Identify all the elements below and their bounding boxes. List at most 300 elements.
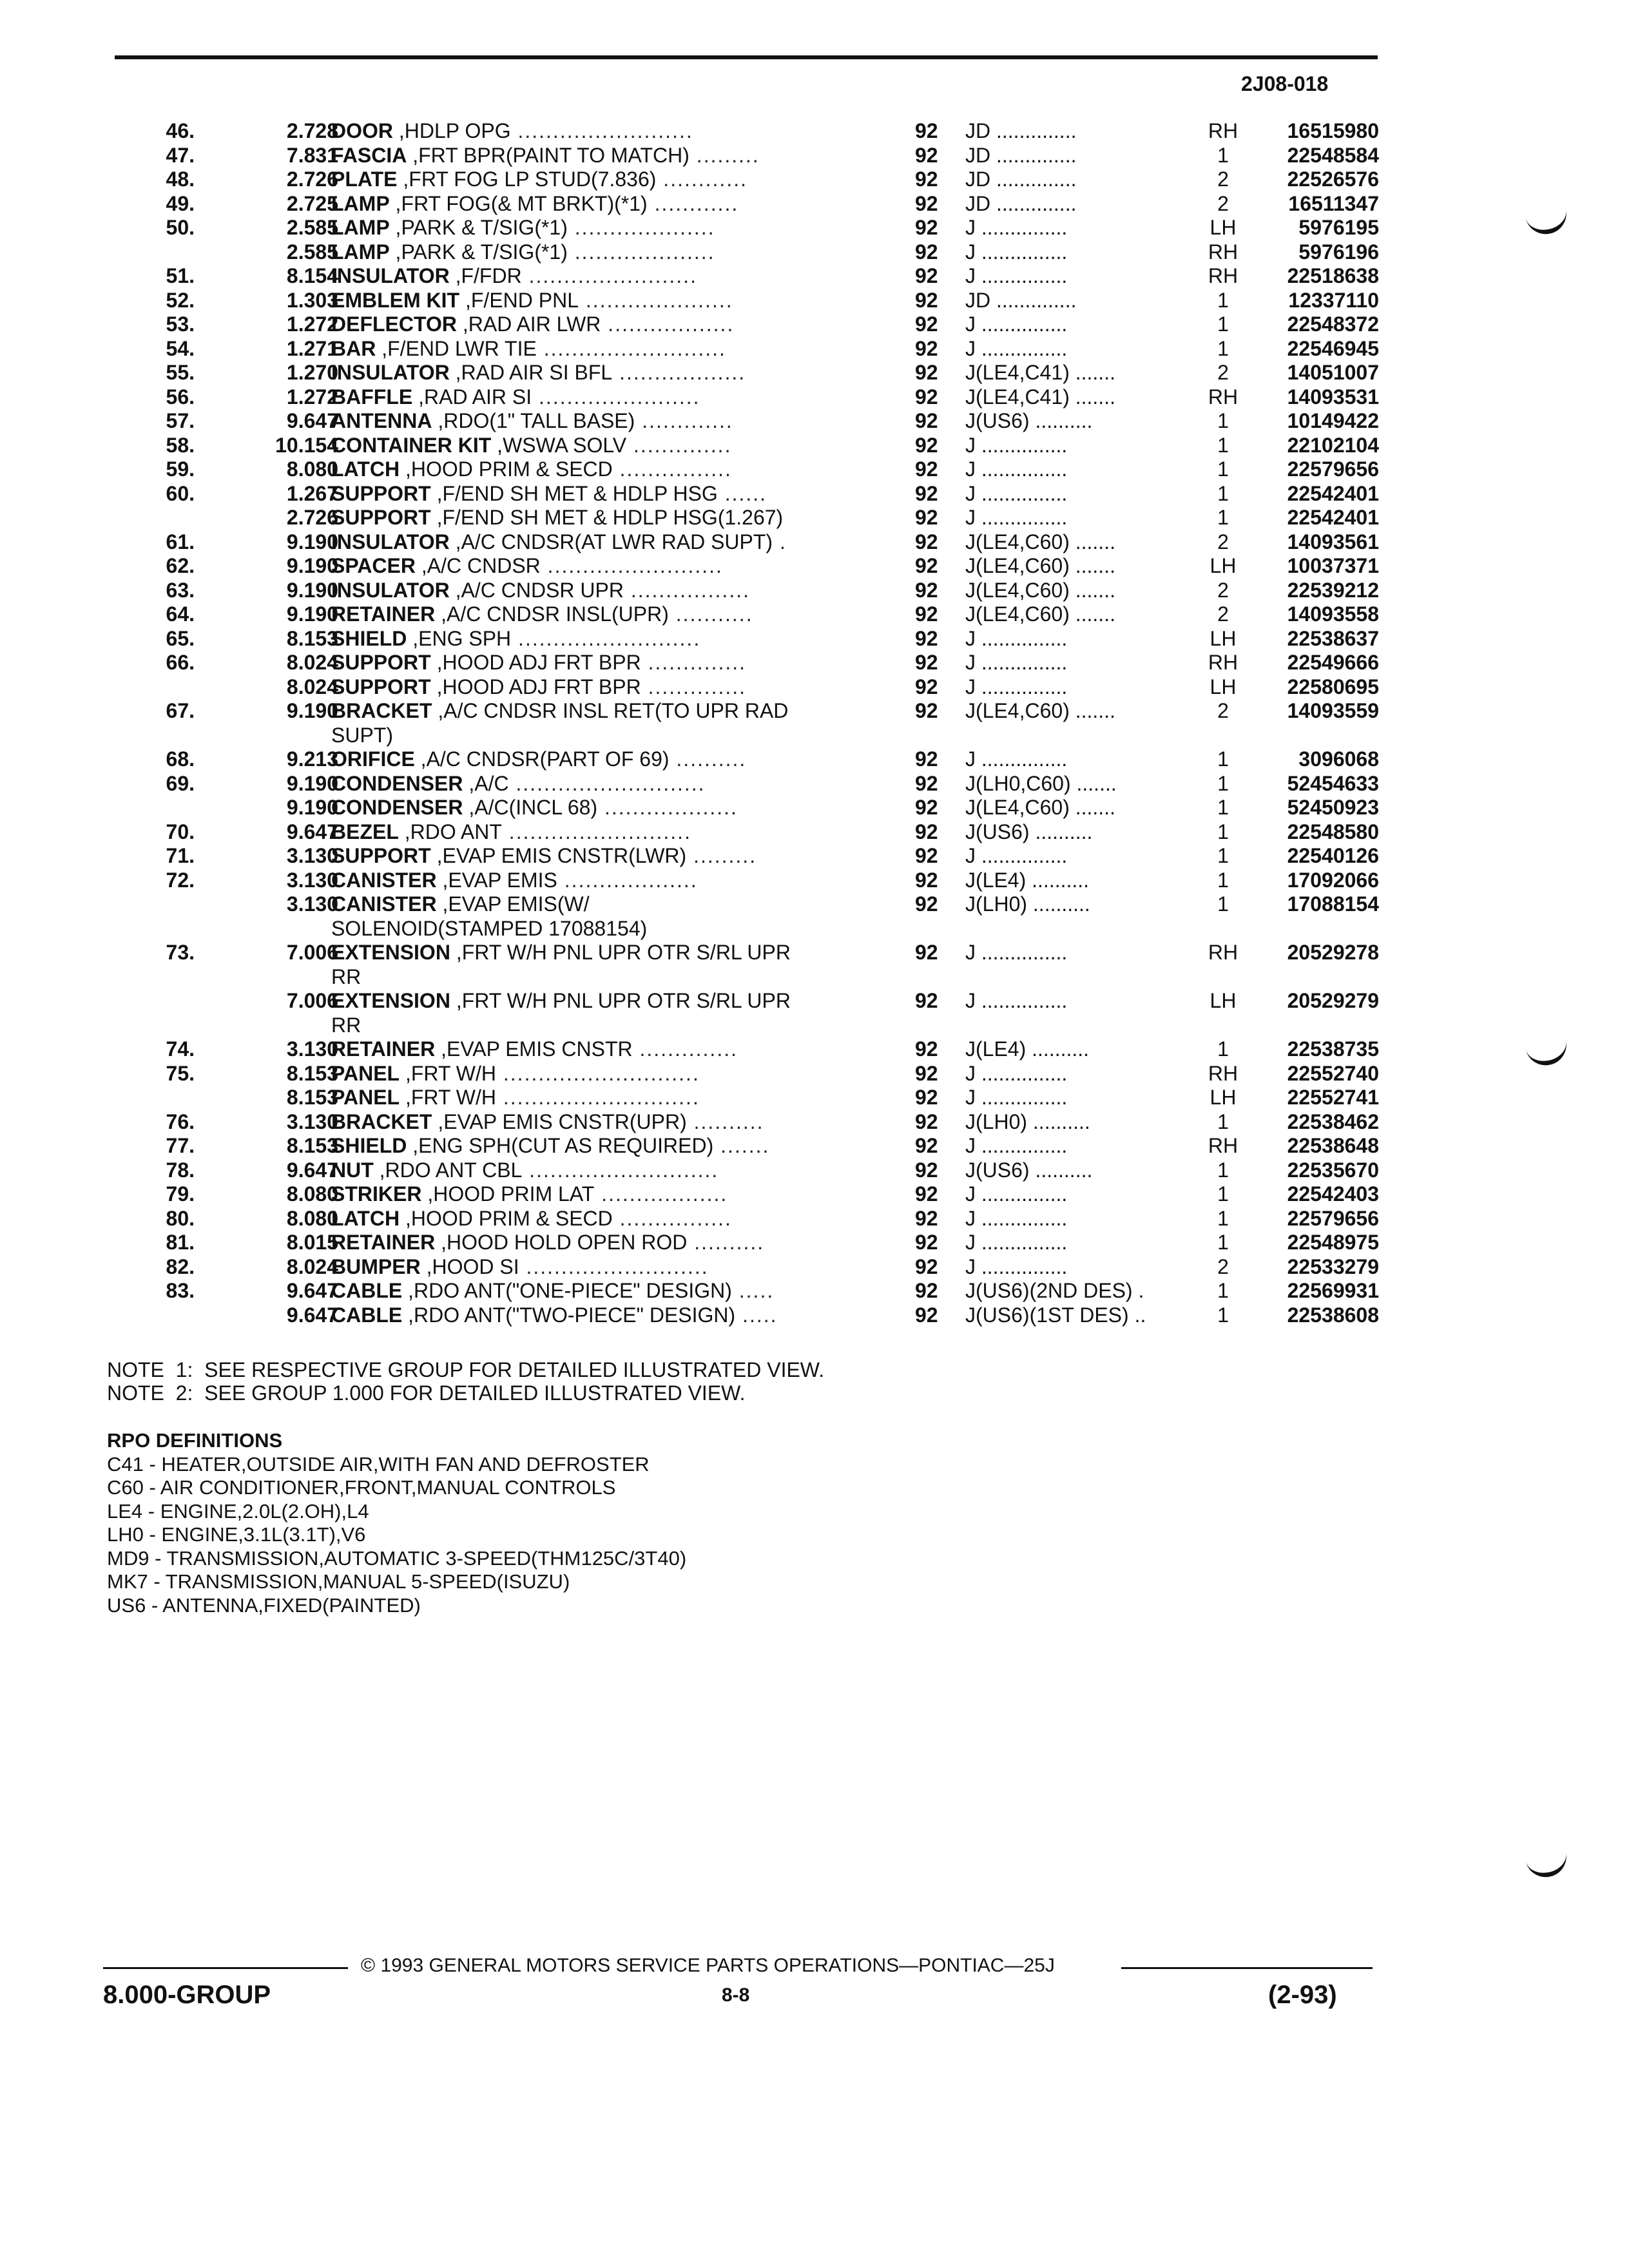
quantity: 2: [1217, 191, 1229, 215]
item-number: 83.: [166, 1279, 195, 1302]
leader-dots: .....: [731, 1279, 775, 1302]
item-number: 60.: [166, 481, 195, 505]
leader-dots: ....................: [567, 216, 715, 239]
part-name: BRACKET: [331, 1110, 432, 1133]
description: [331, 506, 982, 530]
part-number: 14093559: [1287, 699, 1379, 722]
description: [331, 747, 982, 772]
part-row: [116, 892, 1392, 917]
part-name: RETAINER: [331, 602, 436, 626]
quantity: RH: [1208, 1134, 1239, 1157]
part-detail: ,HOOD SI: [420, 1254, 519, 1278]
item-number: 71.: [166, 844, 195, 867]
leader-dots: ..............: [632, 1037, 738, 1061]
item-number: 61.: [166, 530, 195, 553]
quantity: RH: [1208, 651, 1239, 674]
part-row: [116, 216, 1392, 240]
leader-dots: ....................: [567, 240, 715, 264]
part-name: RETAINER: [331, 1037, 436, 1061]
leader-dots: ............................: [496, 1086, 700, 1109]
leader-dots: ..................: [601, 312, 735, 336]
leader-dots: .............: [635, 409, 733, 432]
model-year: 92: [915, 312, 938, 336]
part-number: 14093531: [1287, 385, 1379, 408]
leader-dots: ........................: [521, 264, 697, 287]
model-year: 92: [915, 240, 938, 264]
leader-dots: ......: [717, 481, 767, 505]
part-number: 20529279: [1287, 989, 1379, 1012]
part-detail: ,EVAP EMIS: [436, 868, 557, 892]
group-number: 8.080: [286, 457, 338, 481]
leader-dots: ...................: [597, 796, 738, 819]
part-detail: ,EVAP EMIS CNSTR(LWR): [430, 844, 687, 867]
description: [331, 1207, 982, 1231]
group-number: 2.585: [286, 216, 338, 239]
rpo-item: LE4 - ENGINE,2.0L(2.OH),L4: [107, 1499, 369, 1523]
quantity: 2: [1217, 578, 1229, 602]
item-number: 48.: [166, 168, 195, 191]
rpo-item: C60 - AIR CONDITIONER,FRONT,MANUAL CONTROLS: [107, 1476, 616, 1499]
part-row: [116, 1037, 1392, 1062]
group-number: 1.272: [286, 385, 338, 408]
part-number: 22535670: [1287, 1158, 1379, 1182]
part-detail: ,HOOD HOLD OPEN ROD: [435, 1231, 688, 1254]
part-name: BEZEL: [331, 820, 399, 843]
part-number: 12337110: [1288, 288, 1379, 312]
model-code: J ...............: [965, 1086, 1068, 1109]
item-number: 68.: [166, 747, 195, 771]
part-number: 14093558: [1287, 602, 1379, 626]
rpo-item: US6 - ANTENNA,FIXED(PAINTED): [107, 1593, 421, 1617]
part-number: 22538648: [1287, 1134, 1379, 1157]
part-row: [116, 1086, 1392, 1110]
description: [331, 289, 982, 313]
model-year: 92: [915, 1254, 938, 1278]
part-detail: ,F/FDR: [449, 264, 522, 287]
model-year: 92: [915, 699, 938, 722]
leader-dots: ...................: [557, 868, 698, 892]
model-code: J(LE4,C41) .......: [965, 361, 1115, 384]
item-number: 57.: [166, 409, 195, 432]
part-row: [116, 1303, 1392, 1328]
group-number: 9.190: [286, 602, 338, 626]
description: [331, 651, 982, 675]
leader-dots: ..........................: [511, 626, 701, 650]
item-number: 54.: [166, 336, 195, 360]
group-number: 3.130: [286, 844, 338, 867]
item-number: 55.: [166, 361, 195, 384]
model-year: 92: [915, 1158, 938, 1182]
group-number: 8.153: [286, 1061, 338, 1085]
description: [331, 1037, 982, 1062]
part-detail: ,PARK & T/SIG(*1): [389, 216, 568, 239]
description: [331, 530, 982, 555]
group-number: 9.190: [286, 771, 338, 795]
rpo-item: LH0 - ENGINE,3.1L(3.1T),V6: [107, 1523, 366, 1546]
model-code: J(US6) ..........: [965, 1158, 1093, 1182]
part-row: [116, 312, 1392, 337]
part-number: 22542401: [1287, 481, 1379, 505]
description: [331, 457, 982, 482]
description: [331, 579, 982, 603]
group-number: 8.154: [286, 264, 338, 287]
model-code: J(LH0,C60) .......: [965, 771, 1117, 795]
description: [331, 312, 982, 337]
group-number: 8.080: [286, 1206, 338, 1230]
quantity: 1: [1217, 409, 1229, 432]
part-number: 14051007: [1287, 361, 1379, 384]
group-number: 3.130: [286, 868, 338, 892]
item-number: 66.: [166, 651, 195, 674]
part-row: [116, 796, 1392, 820]
model-year: 92: [915, 1231, 938, 1254]
part-name: PLATE: [331, 168, 398, 191]
quantity: 1: [1217, 288, 1229, 312]
model-year: 92: [915, 1279, 938, 1302]
part-row: [116, 506, 1392, 530]
leader-dots: ..........................: [501, 820, 691, 843]
part-row: [116, 192, 1392, 216]
leader-dots: .........................: [510, 119, 693, 142]
description: [331, 844, 982, 869]
part-detail: ,HOOD PRIM LAT: [421, 1182, 595, 1206]
quantity: LH: [1210, 675, 1237, 698]
part-name: CANISTER: [331, 868, 437, 892]
part-detail: ,A/C(INCL 68): [463, 796, 598, 819]
quantity: 2: [1217, 699, 1229, 722]
item-number: 78.: [166, 1158, 195, 1182]
part-detail: ,PARK & T/SIG(*1): [389, 240, 568, 264]
quantity: RH: [1208, 941, 1239, 964]
part-number: 22546945: [1287, 336, 1379, 360]
group-number: 1.303: [286, 288, 338, 312]
part-name: CANISTER: [331, 892, 437, 916]
page-number: 8-8: [722, 1984, 750, 2006]
description: [331, 602, 982, 627]
model-year: 92: [915, 361, 938, 384]
model-year: 92: [915, 288, 938, 312]
model-year: 92: [915, 191, 938, 215]
model-code: J(LH0) ..........: [965, 1110, 1090, 1133]
part-detail: ,F/END SH MET & HDLP HSG(1.267): [430, 506, 784, 529]
model-code: J(LE4,C41) .......: [965, 385, 1115, 408]
model-code: J(US6) ..........: [965, 409, 1093, 432]
quantity: 1: [1217, 796, 1229, 819]
part-detail: ,FRT W/H PNL UPR OTR S/RL UPR: [450, 989, 791, 1012]
part-row: [116, 1207, 1392, 1231]
part-detail: ,FRT BPR(PAINT TO MATCH): [407, 143, 689, 167]
quantity: 1: [1217, 1110, 1229, 1133]
group-number: 9.647: [286, 1303, 338, 1327]
group-number: 9.190: [286, 578, 338, 602]
part-detail: ,EVAP EMIS CNSTR: [435, 1037, 633, 1061]
part-detail: ,RDO(1" TALL BASE): [432, 409, 635, 432]
group-number: 2.726: [286, 168, 338, 191]
part-name: ANTENNA: [331, 409, 432, 432]
group-number: 9.647: [286, 1158, 338, 1182]
part-number: 17088154: [1287, 892, 1379, 916]
item-number: 46.: [166, 119, 195, 142]
model-code: J(LE4,C60) .......: [965, 530, 1115, 553]
rpo-item: C41 - HEATER,OUTSIDE AIR,WITH FAN AND DEFROSTER: [107, 1452, 650, 1475]
description: [331, 1255, 982, 1280]
model-year: 92: [915, 651, 938, 674]
quantity: 1: [1217, 844, 1229, 867]
item-number: 49.: [166, 191, 195, 215]
quantity: LH: [1210, 626, 1237, 650]
model-code: J ...............: [965, 1134, 1068, 1157]
description: [331, 989, 982, 1014]
group-number: 9.190: [286, 699, 338, 722]
leader-dots: ..........: [686, 1110, 764, 1133]
quantity: LH: [1210, 554, 1237, 577]
group-number: 9.190: [286, 796, 338, 819]
model-year: 92: [915, 868, 938, 892]
part-name: FASCIA: [331, 143, 407, 167]
model-code: J ...............: [965, 941, 1068, 964]
item-number: 77.: [166, 1134, 195, 1157]
item-number: 47.: [166, 143, 195, 167]
part-name: CONDENSER: [331, 771, 463, 795]
model-year: 92: [915, 771, 938, 795]
quantity: 2: [1217, 1254, 1229, 1278]
quantity: 1: [1217, 771, 1229, 795]
copyright-text: © 1993 GENERAL MOTORS SERVICE PARTS OPERATIONS—PONTIAC—25J: [361, 1955, 1055, 1976]
quantity: 2: [1217, 602, 1229, 626]
part-number: 22538735: [1287, 1037, 1379, 1061]
description: [331, 216, 982, 240]
model-year: 92: [915, 336, 938, 360]
quantity: 2: [1217, 530, 1229, 553]
part-name: INSULATOR: [331, 264, 450, 287]
footer-rule-right: [1121, 1967, 1373, 1969]
part-detail: ,HOOD PRIM & SECD: [400, 1206, 613, 1230]
part-row: [116, 240, 1392, 265]
part-detail: ,ENG SPH: [407, 626, 512, 650]
item-number: 52.: [166, 288, 195, 312]
part-name: INSULATOR: [331, 530, 450, 553]
description: [331, 264, 982, 289]
part-number: 22540126: [1287, 844, 1379, 867]
description: [331, 1158, 982, 1183]
part-row: [116, 651, 1392, 675]
model-code: J(LE4,C60) .......: [965, 554, 1115, 577]
part-detail: ,RDO ANT("ONE-PIECE" DESIGN): [402, 1279, 732, 1302]
model-code: J ...............: [965, 240, 1068, 264]
model-code: J ...............: [965, 216, 1068, 239]
part-row: [116, 1255, 1392, 1280]
group-number: 2.726: [286, 506, 338, 529]
top-rule: [115, 55, 1378, 59]
note-2: NOTE 2: SEE GROUP 1.000 FOR DETAILED ILLUSTRATED VIEW.: [107, 1381, 746, 1405]
quantity: 1: [1217, 506, 1229, 529]
part-row: [116, 434, 1392, 458]
part-number: 22580695: [1287, 675, 1379, 698]
part-number: 22549666: [1287, 651, 1379, 674]
model-year: 92: [915, 626, 938, 650]
part-row: [116, 579, 1392, 603]
description: [331, 1231, 982, 1255]
group-number: 1.267: [286, 481, 338, 505]
part-number: 22526576: [1287, 168, 1379, 191]
item-number: 63.: [166, 578, 195, 602]
quantity: RH: [1208, 1061, 1239, 1085]
part-name: SHIELD: [331, 626, 407, 650]
model-code: J(LE4,C60) .......: [965, 578, 1115, 602]
part-name: CONTAINER KIT: [331, 433, 492, 457]
part-name: LAMP: [331, 191, 390, 215]
description: [331, 1182, 982, 1207]
part-number: 22102104: [1287, 433, 1379, 457]
quantity: 1: [1217, 143, 1229, 167]
part-row: [116, 289, 1392, 313]
part-detail: ,FRT W/H PNL UPR OTR S/RL UPR: [450, 941, 791, 964]
model-code: JD ..............: [965, 143, 1077, 167]
quantity: 1: [1217, 336, 1229, 360]
part-number: 22538462: [1287, 1110, 1379, 1133]
description: [331, 724, 982, 748]
group-number: 9.647: [286, 409, 338, 432]
part-row: [116, 1062, 1392, 1086]
model-code: J ...............: [965, 1231, 1068, 1254]
part-name: DOOR: [331, 119, 393, 142]
part-row: [116, 530, 1392, 555]
part-number: 5976196: [1298, 240, 1379, 264]
part-number: 22552740: [1287, 1061, 1379, 1085]
item-number: 80.: [166, 1206, 195, 1230]
part-row: [116, 144, 1392, 168]
description: [331, 144, 982, 168]
group-number: 8.024: [286, 651, 338, 674]
description: [331, 409, 982, 434]
model-code: J ...............: [965, 457, 1068, 481]
part-name: BAR: [331, 336, 376, 360]
model-code: J ...............: [965, 1182, 1068, 1206]
part-number: 10149422: [1287, 409, 1379, 432]
leader-dots: ...........: [668, 602, 753, 626]
document-code: 2J08-018: [1241, 72, 1329, 95]
item-number: 79.: [166, 1182, 195, 1206]
description: [331, 119, 982, 144]
binder-mark: [1525, 209, 1570, 238]
part-number: 22539212: [1287, 578, 1379, 602]
quantity: RH: [1208, 119, 1239, 142]
quantity: LH: [1210, 216, 1237, 239]
quantity: LH: [1210, 1086, 1237, 1109]
leader-dots: ..........: [687, 1231, 765, 1254]
model-code: J ...............: [965, 1206, 1068, 1230]
quantity: 1: [1217, 1037, 1229, 1061]
group-number: 8.080: [286, 1182, 338, 1206]
leader-dots: ................: [612, 457, 732, 481]
part-row: [116, 409, 1392, 434]
part-detail: RR: [331, 1013, 361, 1037]
group-number: 8.024: [286, 675, 338, 698]
group-number: 8.015: [286, 1231, 338, 1254]
part-detail: ,HOOD ADJ FRT BPR: [430, 651, 641, 674]
part-detail: ,FRT W/H: [400, 1061, 496, 1085]
description: [331, 892, 982, 917]
description: [331, 772, 982, 796]
part-number: 17092066: [1287, 868, 1379, 892]
quantity: RH: [1208, 240, 1239, 264]
part-detail: ,A/C CNDSR(PART OF 69): [414, 747, 670, 771]
model-code: J ...............: [965, 675, 1068, 698]
description: [331, 699, 982, 724]
model-year: 92: [915, 1182, 938, 1206]
model-year: 92: [915, 530, 938, 553]
group-number: 8.024: [286, 1254, 338, 1278]
leader-dots: ..................: [594, 1182, 728, 1206]
model-year: 92: [915, 385, 938, 408]
quantity: RH: [1208, 385, 1239, 408]
description: [331, 1014, 982, 1038]
leader-dots: ..................: [612, 361, 746, 384]
item-number: 76.: [166, 1110, 195, 1133]
part-number: 10037371: [1287, 554, 1379, 577]
model-year: 92: [915, 1037, 938, 1061]
binder-mark: [1525, 1040, 1570, 1070]
part-name: CABLE: [331, 1303, 403, 1327]
part-name: PANEL: [331, 1086, 400, 1109]
model-code: J(LE4,C60) .......: [965, 796, 1115, 819]
part-detail: ,A/C CNDSR UPR: [449, 578, 624, 602]
model-code: J(LH0) ..........: [965, 892, 1090, 916]
model-year: 92: [915, 409, 938, 432]
part-detail: ,WSWA SOLV: [491, 433, 627, 457]
model-code: JD ..............: [965, 168, 1077, 191]
item-number: 73.: [166, 941, 195, 964]
part-number: 22538608: [1287, 1303, 1379, 1327]
item-number: 62.: [166, 554, 195, 577]
model-year: 92: [915, 1086, 938, 1109]
part-detail: ,F/END LWR TIE: [376, 336, 537, 360]
description: [331, 337, 982, 361]
parts-list: [116, 119, 1392, 1327]
part-row: [116, 482, 1392, 506]
part-name: EXTENSION: [331, 941, 450, 964]
part-row: [116, 941, 1392, 965]
part-name: SUPPORT: [331, 481, 431, 505]
model-year: 92: [915, 143, 938, 167]
group-number: 1.271: [286, 336, 338, 360]
item-number: 74.: [166, 1037, 195, 1061]
description: [331, 554, 982, 579]
quantity: RH: [1208, 264, 1239, 287]
model-code: J ...............: [965, 264, 1068, 287]
notes-section: [107, 1358, 824, 1405]
part-number: 16515980: [1287, 119, 1379, 142]
model-year: 92: [915, 1061, 938, 1085]
description: [331, 385, 982, 410]
part-row: [116, 337, 1392, 361]
part-name: SUPPORT: [331, 844, 431, 867]
model-year: 92: [915, 796, 938, 819]
part-row: [116, 385, 1392, 410]
part-row: [116, 554, 1392, 579]
part-row: [116, 168, 1392, 192]
leader-dots: .......................: [532, 385, 700, 408]
group-number: 2.728: [286, 119, 338, 142]
rpo-item: MK7 - TRANSMISSION,MANUAL 5-SPEED(ISUZU): [107, 1570, 570, 1593]
model-code: J ...............: [965, 747, 1068, 771]
description: [331, 941, 982, 965]
part-number: 3096068: [1298, 747, 1379, 771]
part-detail: ,RDO ANT("TWO-PIECE" DESIGN): [402, 1303, 736, 1327]
item-number: 59.: [166, 457, 195, 481]
quantity: 1: [1217, 820, 1229, 843]
quantity: 2: [1217, 168, 1229, 191]
